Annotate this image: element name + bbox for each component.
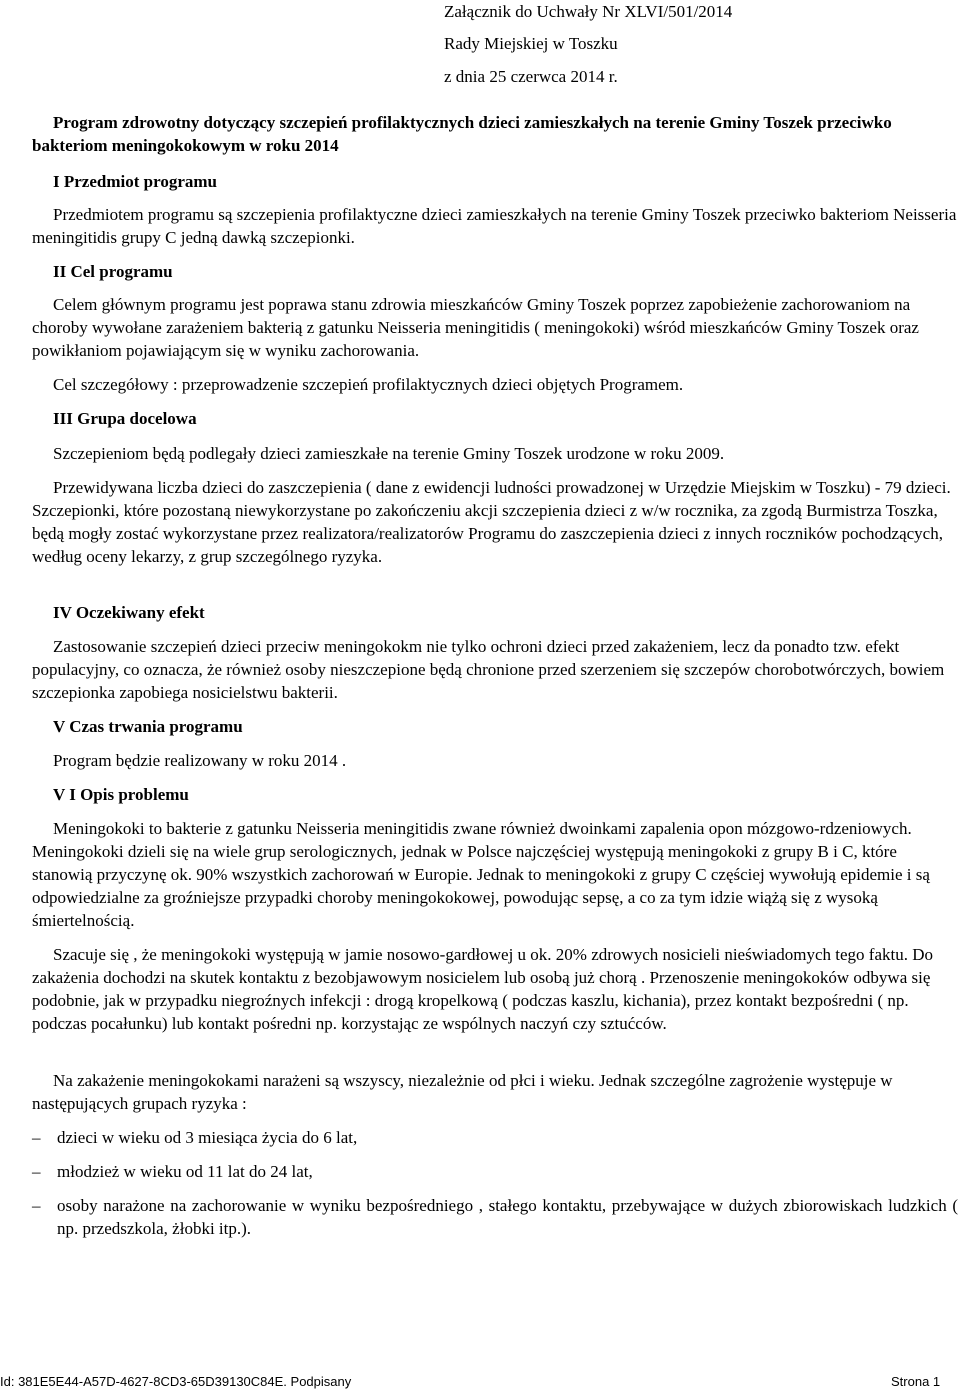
paragraph-expected-effect: Zastosowanie szczepień dzieci przeciw meningokokm nie tylko ochroni dzieci przed zakażeniem, lecz da ponadto tzw. efekt populacyjny, co oznacza, że również osoby nieszczepione będą chronione przed szerzeniem się szczepów chorobotwórczych, bowiem szczepionka zapobiega nosicielstwu bakterii. [32,637,945,702]
section-heading-subject: I Przedmiot programu [53,172,217,191]
dash-bullet-icon: – [32,1196,41,1215]
paragraph-problem-transmission: Szacuje się , że meningokoki występują w jamie nosowo-gardłowej u ok. 20% zdrowych nosicieli nieświadomych tego faktu. Do zakażenia dochodzi na skutek kontaktu z bezobjawowym nosicielem lub osobą już chorą . Przenoszenie meningokoków odbywa się podobnie, jak w przypadku niegroźnych infekcji : drogą kropelkową ( podczas kaszlu, kichania), przez kontakt bezpośredni ( np. podczas pocałunku) lub kontakt pośredni np. korzystając ze wspólnych naczyń czy sztućców. [32,945,934,1033]
risk-list-item-text: dzieci w wieku od 3 miesiąca życia do 6 lat, [57,1128,358,1147]
section-heading-target-group: III Grupa docelowa [53,409,197,428]
section-heading-problem: V I Opis problemu [53,785,189,804]
paragraph-goal-detail: Cel szczegółowy : przeprowadzenie szczepień profilaktycznych dzieci objętych Programem. [53,375,684,394]
header-attachment-line: Załącznik do Uchwały Nr XLVI/501/2014 [444,2,733,21]
paragraph-duration: Program będzie realizowany w roku 2014 . [53,751,347,770]
risk-list-item [32,1126,958,1149]
paragraph-goal-main: Celem głównym programu jest poprawa stanu zdrowia mieszkańców Gminy Toszek poprzez zapobieżenie zachorowaniom na choroby wywołane zarażeniem bakterią z gatunku Neisseria meningitidis ( meningokoki) wśród mieszkańców Gminy Toszek oraz powikłaniom pojawiającym się w wyniku zachorowania. [32,295,919,360]
section-heading-expected-effect: IV Oczekiwany efekt [53,603,205,622]
header-council-line: Rady Miejskiej w Toszku [444,34,618,53]
section-heading-duration: V Czas trwania programu [53,717,243,736]
risk-list-item [32,1194,958,1240]
paragraph-subject: Przedmiotem programu są szczepienia profilaktyczne dzieci zamieszkałych na terenie Gminy Toszek przeciwko bakteriom Neisseria meningitidis grupy C jedną dawką szczepionki. [32,205,957,247]
paragraph-problem-risk: Na zakażenie meningokokami narażeni są wszyscy, niezależnie od płci i wieku. Jednak szczególne zagrożenie występuje w następujących grupach ryzyka : [32,1071,893,1113]
header-date-line: z dnia 25 czerwca 2014 r. [444,67,618,86]
document-title: Program zdrowotny dotyczący szczepień profilaktycznych dzieci zamieszkałych na terenie Gminy Toszek przeciwko bakteriom meningokokowym w roku 2014 [32,113,892,155]
paragraph-target-count: Przewidywana liczba dzieci do zaszczepienia ( dane z ewidencji ludności prowadzonej w Urzędzie Miejskim w Toszku) - 79 dzieci. Szczepionki, które pozostaną niewykorzystane po zakończeniu akcji szczepienia dzieci z w/w rocznika, za zgodą Burmistrza Toszka, będą mogły zostać wykorzystane przez realizatora/realizatorów Programu do zaszczepienia dzieci z innych roczników pochodzących, według oceny lekarzy, z grup szczególnego ryzyka. [32,478,951,566]
footer-document-id: Id: 381E5E44-A57D-4627-8CD3-65D39130C84E. Podpisany [0,1374,352,1389]
risk-list-item-text: osoby narażone na zachorowanie w wyniku bezpośredniego , stałego kontaktu, przebywające w dużych zbiorowiskach ludzkich ( np. przedszkola, żłobki itp.). [57,1196,958,1238]
paragraph-problem-intro: Meningokoki to bakterie z gatunku Neisseria meningitidis zwane również dwoinkami zapalenia opon mózgowo-rdzeniowych. Meningokoki dzieli się na wiele grup serologicznych, jednak w Polsce najczęściej występują meningokoki z grupy B i C, które stanowią przyczynę ok. 90% wszystkich zachorowań w Europie. Jednak to meningokoki z grupy C częściej wywołują epidemie i są odpowiedzialne za groźniejsze przypadki choroby meningokokowej, powodując sepsę, a co za tym idzie wiążą się z wysoką śmiertelnością. [32,819,930,930]
footer-page-number: Strona 1 [891,1374,941,1389]
risk-list-item-text: młodzież w wieku od 11 lat do 24 lat, [57,1162,313,1181]
paragraph-target-group: Szczepieniom będą podlegały dzieci zamieszkałe na terenie Gminy Toszek urodzone w roku 2009. [53,444,725,463]
dash-bullet-icon: – [32,1128,41,1147]
risk-list-item [32,1160,958,1183]
dash-bullet-icon: – [32,1162,41,1181]
section-heading-goal: II Cel programu [53,262,173,281]
